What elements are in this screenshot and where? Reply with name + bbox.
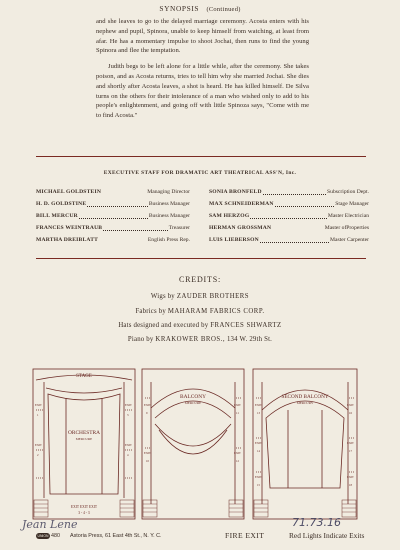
second-balcony-label: SECOND BALCONY	[281, 394, 329, 400]
staff-name: MICHAEL GOLDSTEIN	[36, 189, 102, 195]
staff-row	[36, 234, 190, 246]
staff-name: FRANCES WEINTRAUB	[36, 225, 103, 231]
synopsis-title	[0, 4, 400, 13]
svg-text:15: 15	[257, 483, 260, 487]
staff-column-right	[209, 186, 369, 246]
svg-text:2: 2	[37, 453, 39, 457]
stage-label: STAGE	[76, 374, 92, 379]
staff-row	[209, 234, 369, 246]
staff-row	[209, 222, 369, 234]
staff-name: MARTHA DREIBLATT	[36, 237, 99, 243]
staff-row	[36, 186, 190, 198]
staff-row	[36, 222, 190, 234]
svg-text:12: 12	[236, 459, 239, 463]
staff-name: LUIS LIEBERSON	[209, 237, 259, 243]
svg-text:EXIT: EXIT	[255, 403, 262, 407]
staff-row	[209, 186, 369, 198]
staff-row	[209, 198, 369, 210]
svg-text:1: 1	[37, 413, 39, 417]
staff-name: MAX SCHNEIDERMAN	[209, 201, 274, 207]
staff-role: Treasurer	[168, 225, 190, 231]
union-number: 480	[51, 533, 60, 539]
svg-text:EXIT: EXIT	[125, 403, 132, 407]
second-balcony-floor-plan	[252, 368, 358, 520]
printer-credit: Astoria Press, 61 East 4th St., N. Y. C.	[70, 533, 162, 539]
bottom-exits-label: EXIT EXIT EXIT	[70, 505, 98, 509]
svg-text:EXIT: EXIT	[35, 403, 42, 407]
balcony-label: BALCONY	[179, 394, 207, 400]
svg-text:17: 17	[349, 449, 352, 453]
credit-name: FRANCES SHWARTZ	[210, 322, 282, 329]
svg-text:EXIT: EXIT	[347, 403, 354, 407]
credit-name: ZAUDER BROTHERS	[176, 293, 250, 300]
catalog-number: 71.73.16	[292, 516, 341, 529]
staff-role: Business Manager	[148, 201, 190, 207]
second-balcony-sublabel: MERCURY	[296, 401, 314, 405]
staff-row	[209, 210, 369, 222]
svg-text:16: 16	[349, 411, 352, 415]
staff-role: Master Electrician	[327, 213, 369, 219]
svg-text:18: 18	[349, 483, 352, 487]
union-label-icon: UNION	[37, 534, 49, 538]
staff-name: SAM HERZOG	[209, 213, 250, 219]
orchestra-sublabel: MERCURE	[75, 437, 93, 441]
svg-text:EXIT: EXIT	[144, 451, 151, 455]
staff-role: Managing Director	[147, 189, 190, 195]
divider-rule	[36, 156, 366, 157]
staff-row	[36, 210, 190, 222]
svg-text:11: 11	[236, 411, 239, 415]
synopsis-paragraph: and she leaves to go to the delayed marriage ceremony. Acosta enters with his nephew and pupil, Spinora, unable to keep himself from watching, at least from afar. He has a momentary impulse to shoot Jochai, then runs to find the young Spinora and flee the temptation.	[96, 18, 309, 55]
credits-heading: CREDITS:	[179, 275, 221, 284]
synopsis-continued: (Continued)	[206, 6, 241, 13]
staff-heading: EXECUTIVE STAFF FOR DRAMATIC ART THEATRICAL ASS'N, Inc.	[103, 170, 297, 176]
orchestra-label: ORCHESTRA	[67, 430, 101, 436]
credit-name: MAHARAM FABRICS CORP.	[167, 308, 265, 315]
svg-text:14: 14	[257, 449, 260, 453]
orchestra-floor-plan	[32, 368, 136, 520]
svg-text:EXIT: EXIT	[255, 475, 262, 479]
staff-name: SONIA BRONFELD	[209, 189, 262, 195]
svg-text:3: 3	[127, 413, 129, 417]
svg-text:13: 13	[257, 411, 260, 415]
staff-name: BILL MERCUR	[36, 213, 78, 219]
balcony-sublabel: MERCURE	[184, 401, 202, 405]
page-footer	[0, 516, 400, 542]
svg-text:9: 9	[146, 411, 148, 415]
handwritten-signature: Jean Lene	[22, 518, 78, 531]
synopsis-heading: SYNOPSIS	[159, 4, 200, 13]
svg-text:4: 4	[127, 453, 129, 457]
staff-role: Stage Manager	[335, 201, 369, 207]
credit-line: Hats designed and executed by FRANCES SHWARTZ	[118, 322, 282, 329]
synopsis-text	[96, 17, 309, 127]
svg-text:10: 10	[146, 459, 149, 463]
staff-name: H. D. GOLDSTINE	[36, 201, 87, 207]
credit-line: Fabrics by MAHARAM FABRICS CORP.	[135, 308, 265, 315]
svg-text:3 - 4 - 3: 3 - 4 - 3	[78, 511, 90, 515]
staff-role: Master ofProperties	[324, 225, 369, 231]
svg-text:EXIT: EXIT	[144, 403, 151, 407]
svg-text:EXIT: EXIT	[35, 443, 42, 447]
balcony-floor-plan	[141, 368, 245, 520]
staff-column-left	[36, 186, 190, 246]
divider-rule	[36, 258, 366, 259]
credit-name: KRAKOWER BROS.,	[155, 336, 226, 343]
staff-row	[36, 198, 190, 210]
staff-role: English Press Rep.	[147, 237, 190, 243]
staff-name: HERMAN GROSSMAN	[209, 225, 272, 231]
svg-text:EXIT: EXIT	[234, 451, 241, 455]
synopsis-paragraph: Judith begs to be left alone for a little while, after the ceremony. She takes poison, and as Acosta returns, tries to tell him why she married Jochai. She dies and shortly after Acosta leaves, a shot is heard. He has killed himself. De Silva turns on the others for their intolerance of a man who wished only to add to his people's enlightenment, and going off with little Spinoza says, "Come with me to find Acosta."	[96, 63, 309, 120]
credit-line: Piano by KRAKOWER BROS., 134 W. 29th St.	[127, 336, 273, 343]
svg-text:EXIT: EXIT	[347, 441, 354, 445]
staff-role: Subscription Dept.	[327, 189, 369, 195]
svg-text:EXIT: EXIT	[255, 441, 262, 445]
fire-exit-label: FIRE EXIT	[225, 531, 265, 540]
svg-text:EXIT: EXIT	[125, 443, 132, 447]
credit-line: Wigs by ZAUDER BROTHERS	[150, 293, 250, 300]
staff-role: Master Carpenter	[330, 237, 369, 243]
svg-text:EXIT: EXIT	[347, 475, 354, 479]
staff-role: Business Manager	[148, 213, 190, 219]
svg-text:EXIT: EXIT	[234, 403, 241, 407]
red-lights-note: Red Lights Indicate Exits	[289, 531, 365, 540]
